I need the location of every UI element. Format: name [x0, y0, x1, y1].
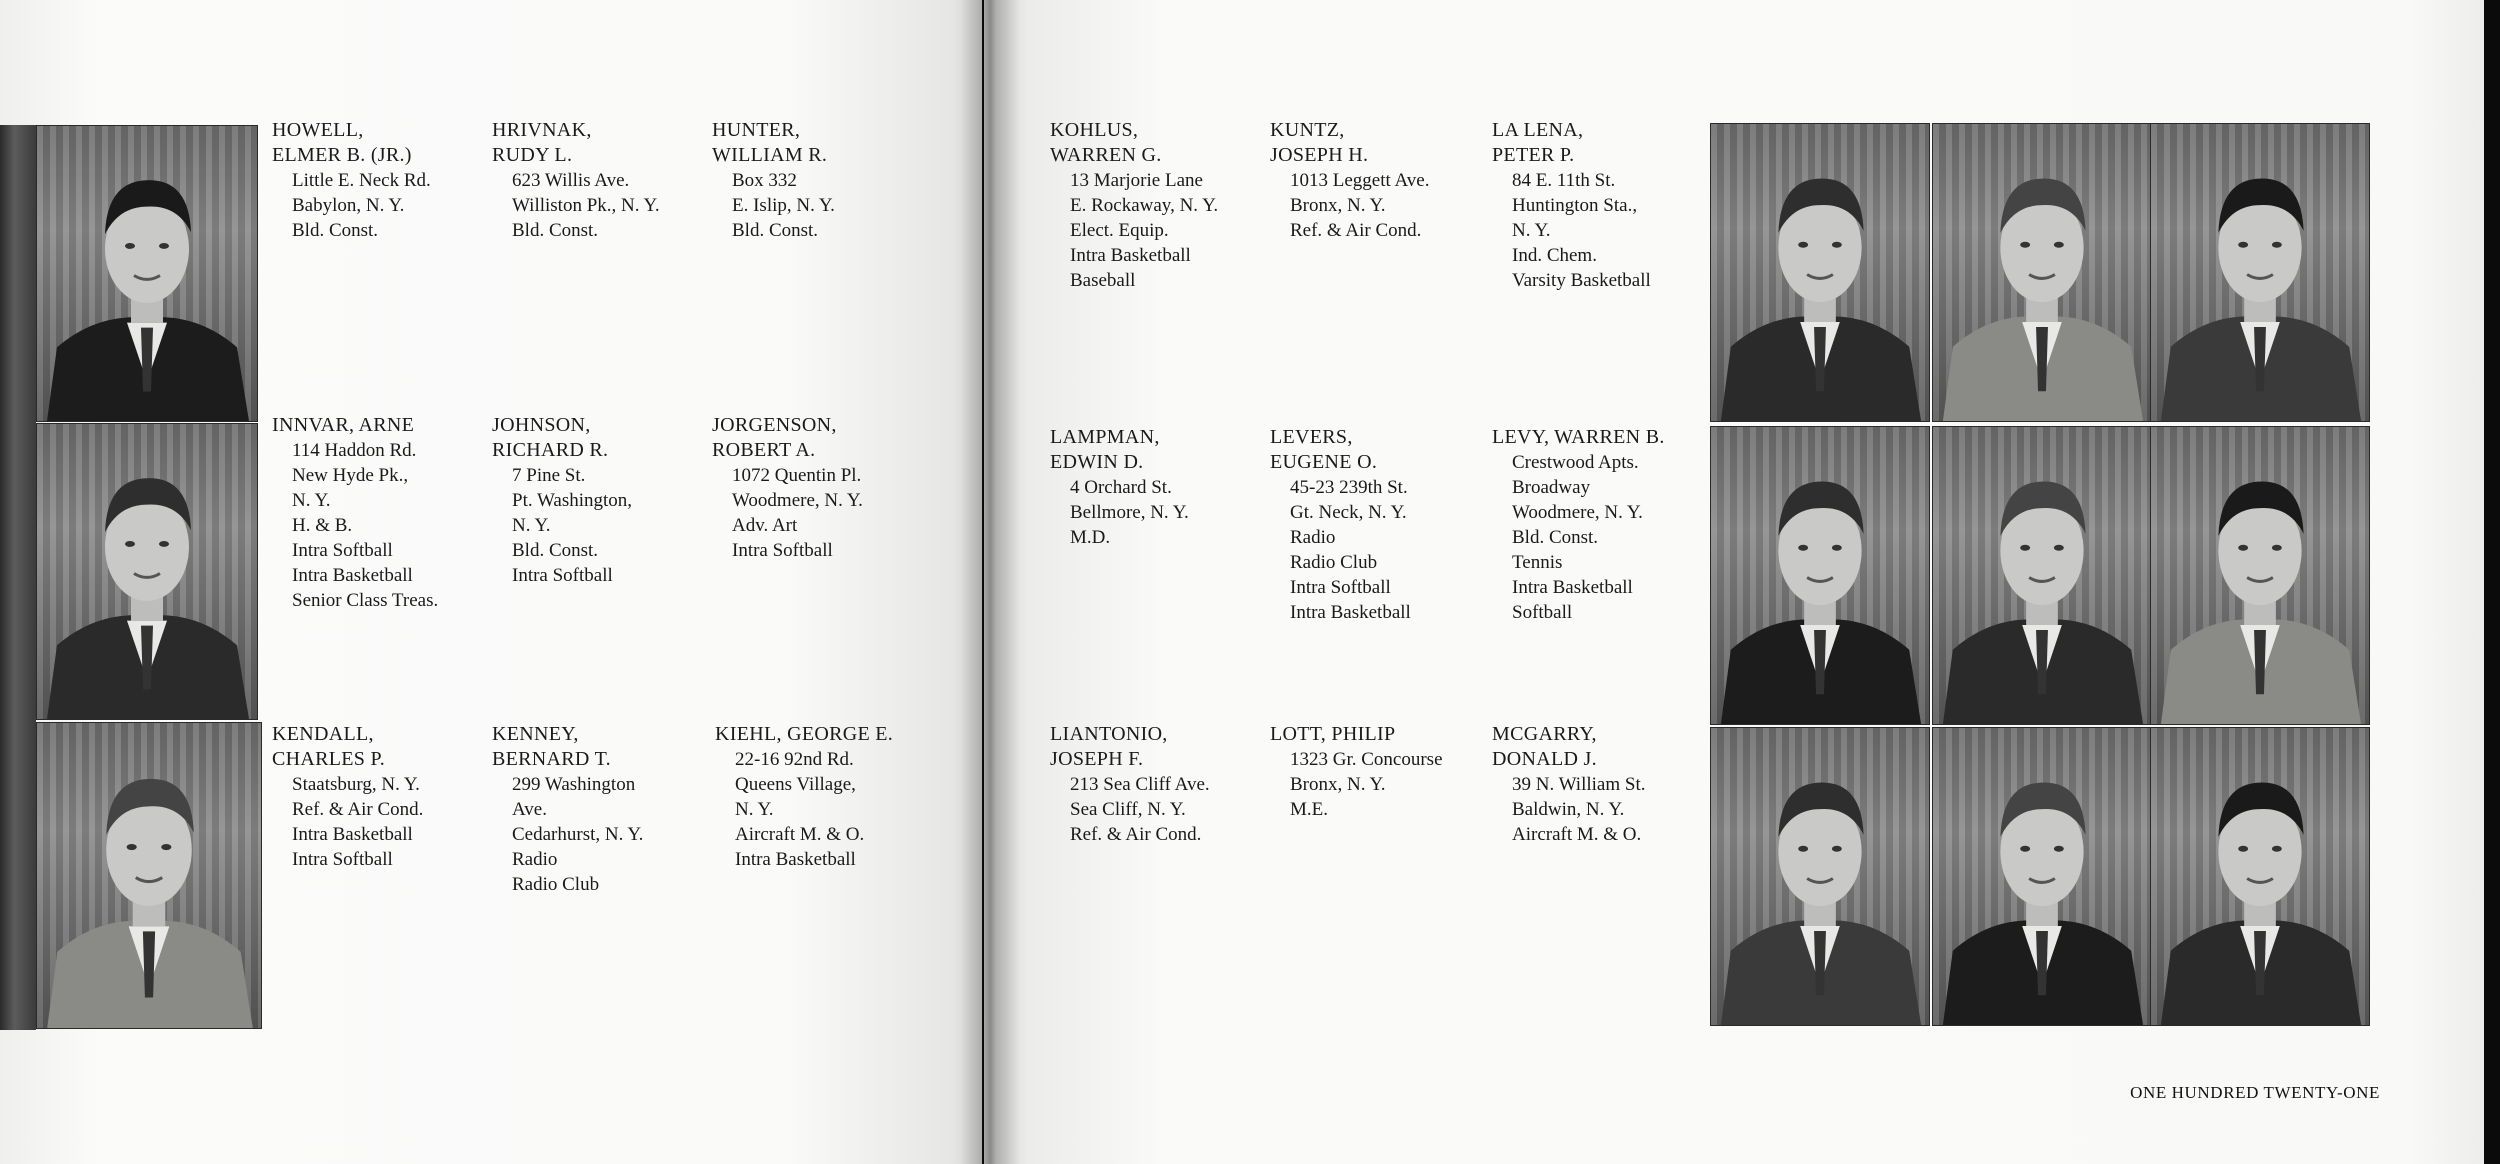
portrait-levy	[2150, 426, 2370, 725]
student-name-continued: ELMER B. (JR.)	[272, 144, 412, 166]
student-name: LAMPMAN,	[1050, 426, 1160, 448]
student-detail-line: Baseball	[1070, 270, 1136, 291]
student-name: LEVERS,	[1270, 426, 1353, 448]
student-detail-line: 4 Orchard St.	[1070, 477, 1172, 498]
student-detail-line: Ref. & Air Cond.	[1290, 220, 1422, 241]
student-detail-line: Gt. Neck, N. Y.	[1290, 502, 1407, 523]
student-detail-line: Bronx, N. Y.	[1290, 195, 1386, 216]
student-detail-line: 84 E. 11th St.	[1512, 170, 1616, 191]
student-name-continued: JOSEPH F.	[1050, 748, 1144, 770]
student-detail-line: Intra Softball	[1290, 577, 1391, 598]
student-name: HOWELL,	[272, 119, 364, 141]
student-entry	[1050, 425, 1265, 550]
student-name: HRIVNAK,	[492, 119, 592, 141]
student-detail-line: H. & B.	[292, 515, 353, 536]
student-detail-line: Ind. Chem.	[1512, 245, 1597, 266]
student-name: HUNTER,	[712, 119, 801, 141]
student-name-continued: WARREN G.	[1050, 144, 1162, 166]
student-detail-line: Woodmere, N. Y.	[732, 490, 863, 511]
portrait-kendall	[36, 722, 262, 1029]
student-entry	[492, 722, 707, 897]
page-number-footer: ONE HUNDRED TWENTY-ONE	[2130, 1083, 2380, 1102]
student-detail-line: Intra Softball	[512, 565, 613, 586]
student-detail-line: Sea Cliff, N. Y.	[1070, 799, 1186, 820]
student-detail-line: Crestwood Apts.	[1512, 452, 1639, 473]
student-detail-line: 114 Haddon Rd.	[292, 440, 417, 461]
student-detail-line: N. Y.	[512, 515, 551, 536]
student-detail-line: Intra Basketball	[1070, 245, 1191, 266]
student-detail-line: New Hyde Pk.,	[292, 465, 409, 486]
student-detail-line: Aircraft M. & O.	[1512, 824, 1642, 845]
student-detail-line: 1072 Quentin Pl.	[732, 465, 862, 486]
student-name: KOHLUS,	[1050, 119, 1139, 141]
student-name: LA LENA,	[1492, 119, 1584, 141]
student-detail-line: Intra Softball	[732, 540, 833, 561]
student-detail-line: Bld. Const.	[292, 220, 379, 241]
student-name: MCGARRY,	[1492, 723, 1597, 745]
student-detail-line: Varsity Basketball	[1512, 270, 1651, 291]
student-detail-line: Pt. Washington,	[512, 490, 633, 511]
student-detail-line: Queens Village,	[735, 774, 856, 795]
student-detail-line: Ref. & Air Cond.	[292, 799, 424, 820]
student-detail-line: Broadway	[1512, 477, 1591, 498]
student-detail-line: Bellmore, N. Y.	[1070, 502, 1189, 523]
student-detail-line: Babylon, N. Y.	[292, 195, 405, 216]
student-name: JORGENSON,	[712, 414, 837, 436]
adjacent-photo-strip	[0, 125, 36, 1030]
student-detail-line: 213 Sea Cliff Ave.	[1070, 774, 1210, 795]
student-name: KIEHL, GEORGE E.	[715, 723, 894, 745]
student-name-continued: EUGENE O.	[1270, 451, 1378, 473]
student-name-continued: RICHARD R.	[492, 439, 609, 461]
student-detail-line: N. Y.	[735, 799, 774, 820]
student-detail-line: N. Y.	[292, 490, 331, 511]
student-detail-line: Adv. Art	[732, 515, 798, 536]
student-detail-line: Aircraft M. & O.	[735, 824, 865, 845]
student-detail-line: M.E.	[1290, 799, 1328, 820]
student-name: JOHNSON,	[492, 414, 591, 436]
student-detail-line: N. Y.	[1512, 220, 1551, 241]
student-detail-line: 13 Marjorie Lane	[1070, 170, 1203, 191]
portrait-la-lena	[2150, 123, 2370, 422]
student-detail-line: 623 Willis Ave.	[512, 170, 630, 191]
student-name-continued: DONALD J.	[1492, 748, 1597, 770]
student-detail-line: E. Islip, N. Y.	[732, 195, 835, 216]
portrait-lott	[1932, 727, 2152, 1026]
portrait-kohlus	[1710, 123, 1930, 422]
student-detail-line: Tennis	[1512, 552, 1563, 573]
student-entry	[492, 118, 707, 243]
student-detail-line: Box 332	[732, 170, 797, 191]
student-detail-line: Ref. & Air Cond.	[1070, 824, 1202, 845]
student-entry	[712, 413, 927, 563]
student-entry	[492, 413, 707, 588]
student-name: KENNEY,	[492, 723, 579, 745]
student-name: KENDALL,	[272, 723, 374, 745]
student-detail-line: Softball	[1512, 602, 1573, 623]
student-name-continued: PETER P.	[1492, 144, 1575, 166]
portrait-lampman	[1710, 426, 1930, 725]
student-detail-line: Huntington Sta.,	[1512, 195, 1638, 216]
student-name-continued: EDWIN D.	[1050, 451, 1144, 473]
student-entry	[1050, 722, 1265, 847]
student-entry	[1050, 118, 1265, 293]
student-entry	[272, 722, 487, 872]
student-name-continued: ROBERT A.	[712, 439, 816, 461]
student-detail-line: M.D.	[1070, 527, 1111, 548]
student-detail-line: 1013 Leggett Ave.	[1290, 170, 1430, 191]
student-name: LIANTONIO,	[1050, 723, 1168, 745]
student-entry	[1270, 425, 1485, 625]
student-detail-line: 1323 Gr. Concourse	[1290, 749, 1443, 770]
student-detail-line: Ave.	[512, 799, 547, 820]
student-entry	[715, 722, 930, 872]
student-detail-line: 299 Washington	[512, 774, 636, 795]
student-name-continued: BERNARD T.	[492, 748, 611, 770]
student-name: LOTT, PHILIP	[1270, 723, 1396, 745]
student-detail-line: Intra Softball	[292, 540, 393, 561]
portrait-liantonio	[1710, 727, 1930, 1026]
student-detail-line: Staatsburg, N. Y.	[292, 774, 420, 795]
student-detail-line: Senior Class Treas.	[292, 590, 439, 611]
student-name-continued: WILLIAM R.	[712, 144, 828, 166]
student-detail-line: 45-23 239th St.	[1290, 477, 1408, 498]
student-detail-line: Radio Club	[512, 874, 600, 895]
student-detail-line: Woodmere, N. Y.	[1512, 502, 1643, 523]
student-detail-line: Bronx, N. Y.	[1290, 774, 1386, 795]
student-name: KUNTZ,	[1270, 119, 1345, 141]
portrait-innvar	[36, 423, 258, 720]
student-detail-line: Baldwin, N. Y.	[1512, 799, 1625, 820]
portrait-levers	[1932, 426, 2152, 725]
student-detail-line: Little E. Neck Rd.	[292, 170, 431, 191]
student-detail-line: 22-16 92nd Rd.	[735, 749, 854, 770]
student-name: LEVY, WARREN B.	[1492, 426, 1665, 448]
student-detail-line: Bld. Const.	[732, 220, 819, 241]
student-entry	[272, 118, 487, 243]
student-detail-line: Cedarhurst, N. Y.	[512, 824, 644, 845]
student-entry	[1492, 722, 1707, 847]
student-name-continued: CHARLES P.	[272, 748, 386, 770]
student-entry	[1270, 118, 1485, 243]
student-detail-line: Williston Pk., N. Y.	[512, 195, 660, 216]
student-detail-line: 7 Pine St.	[512, 465, 586, 486]
student-detail-line: Intra Basketball	[1512, 577, 1633, 598]
student-entry	[1492, 118, 1707, 293]
student-detail-line: Intra Basketball	[735, 849, 856, 870]
student-detail-line: Radio Club	[1290, 552, 1378, 573]
student-detail-line: Bld. Const.	[1512, 527, 1599, 548]
student-name-continued: JOSEPH H.	[1270, 144, 1369, 166]
student-entry	[272, 413, 487, 613]
student-entry	[1492, 425, 1707, 625]
portrait-mcgarry	[2150, 727, 2370, 1026]
portrait-kuntz	[1932, 123, 2152, 422]
student-entry	[1270, 722, 1485, 822]
student-detail-line: E. Rockaway, N. Y.	[1070, 195, 1219, 216]
student-detail-line: Intra Basketball	[1290, 602, 1411, 623]
student-detail-line: Radio	[1290, 527, 1336, 548]
student-detail-line: Bld. Const.	[512, 540, 599, 561]
student-detail-line: Elect. Equip.	[1070, 220, 1169, 241]
student-detail-line: Radio	[512, 849, 558, 870]
student-name: INNVAR, ARNE	[272, 414, 415, 436]
student-name-continued: RUDY L.	[492, 144, 573, 166]
student-entry	[712, 118, 927, 243]
portrait-howell	[36, 125, 258, 422]
student-detail-line: Intra Basketball	[292, 565, 413, 586]
student-detail-line: 39 N. William St.	[1512, 774, 1646, 795]
student-detail-line: Bld. Const.	[512, 220, 599, 241]
student-detail-line: Intra Softball	[292, 849, 393, 870]
student-detail-line: Intra Basketball	[292, 824, 413, 845]
